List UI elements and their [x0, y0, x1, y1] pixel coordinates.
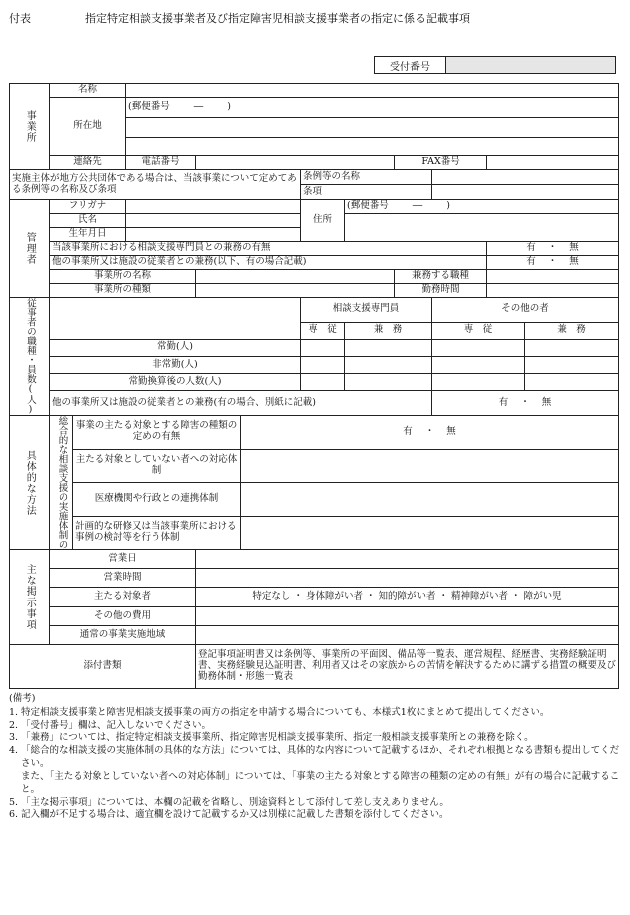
note-text: 「主な掲示事項」については、本欄の記載を省略し、別途資料として添付して差し支えありません。	[21, 796, 449, 808]
manager-position-field[interactable]	[487, 270, 619, 284]
office-postal-dash: ―	[193, 101, 204, 113]
method-inner-text: 総合的な相談支援の実施体制の	[56, 416, 68, 549]
note-number: 4.	[9, 745, 19, 757]
manager-postal-dash: ―	[412, 200, 423, 212]
note-item	[9, 771, 621, 797]
staff-fulltime-label: 常勤(人)	[50, 339, 301, 356]
choice-yes[interactable]: 有	[526, 256, 536, 268]
staff-cell[interactable]	[525, 374, 619, 391]
staff-cell[interactable]	[525, 356, 619, 373]
office-section-text: 事業所	[24, 110, 36, 143]
staff-cell[interactable]	[432, 339, 525, 356]
staff-cell[interactable]	[525, 339, 619, 356]
note-number	[9, 771, 21, 797]
choice-no[interactable]: 無	[541, 396, 552, 408]
items-target-choices[interactable]: 特定なし ・ 身体障がい者 ・ 知的障がい者 ・ 精神障がい者 ・ 障がい児	[196, 588, 619, 607]
items-target-label: 主たる対象者	[50, 588, 196, 607]
ordinance-name-label: 条例等の名称	[301, 170, 432, 185]
note-text: 「受付番号」欄は、記入しないでください。	[21, 719, 212, 731]
staff-converted-label: 常勤換算後の人数(人)	[50, 374, 301, 391]
manager-hours-label: 勤務時間	[395, 284, 487, 298]
method-row4-field[interactable]	[241, 516, 619, 550]
attachments-list: 登記事項証明書又は条例等、事業所の平面図、備品等一覧表、運営規程、経歴書、実務経験証明書、実務経験見込証明書、利用者又はその家族からの苦情を解決するために講ずる措置の概要及び勤務体制・形態一覧表	[196, 645, 619, 689]
note-text: 「兼務」については、指定特定相談支援事業所、指定障害児相談支援事業所、指定一般相談支援事業所との兼務を除く。	[21, 732, 534, 744]
staff-cell[interactable]	[432, 374, 525, 391]
office-fax-label: FAX番号	[395, 156, 487, 170]
method-row3-label: 医療機関や行政との連携体制	[73, 483, 241, 517]
staff-specialist-concurrent-header: 兼 務	[345, 322, 432, 339]
items-section-text: 主な掲示事項	[24, 564, 36, 630]
office-address-line2[interactable]	[126, 138, 619, 156]
office-phone-field[interactable]	[196, 156, 395, 170]
manager-hours-field[interactable]	[487, 284, 619, 298]
manager-section-text: 管理者	[24, 232, 36, 265]
staff-other-concurrent-choice[interactable]	[432, 391, 619, 416]
staff-parttime-label: 非常勤(人)	[50, 356, 301, 373]
note-text: 記入欄が不足する場合は、適宜欄を設けて記載するか又は別様に記載した書類を添付してください。	[21, 809, 449, 821]
staff-section-text: 従事者の職種・員数(人)	[24, 298, 36, 415]
note-item	[9, 720, 621, 733]
manager-concurrent-other-label: 他の事業所又は施設の従業者との兼務(以下、有の場合記載)	[50, 256, 487, 270]
note-number: 6.	[9, 809, 19, 821]
note-item	[9, 809, 621, 822]
manager-postal-label: (郵便番号	[347, 200, 389, 212]
manager-concurrent-specialist-label: 当該事業所における相談支援専門員との兼務の有無	[50, 242, 487, 256]
ordinance-clause-field[interactable]	[432, 185, 619, 200]
items-business-days-label: 営業日	[50, 550, 196, 569]
ordinance-name-field[interactable]	[432, 170, 619, 185]
items-section-label	[10, 550, 50, 645]
note-item	[9, 707, 621, 720]
note-number: 1.	[9, 706, 19, 718]
choice-yes[interactable]: 有	[498, 396, 509, 408]
staff-cell[interactable]	[345, 374, 432, 391]
manager-postal-field[interactable]	[345, 200, 619, 214]
manager-concurrent-other-choice[interactable]	[487, 256, 619, 270]
manager-dob-label: 生年月日	[50, 228, 126, 242]
staff-other-concurrent-label: 他の事業所又は施設の従業者との兼務(有の場合、別紙に記載)	[50, 391, 432, 416]
staff-section-label	[10, 298, 50, 416]
office-postal-field[interactable]	[126, 98, 619, 118]
office-postal-label: (郵便番号	[128, 101, 170, 113]
staff-cell[interactable]	[301, 356, 345, 373]
note-number: 2.	[9, 719, 19, 731]
office-phone-label: 電話番号	[126, 156, 196, 170]
manager-office-name-field[interactable]	[196, 270, 395, 284]
note-text: 特定相談支援事業と障害児相談支援事業の両方の指定を申請する場合についても、本様式1枚にまとめて提出してください。	[21, 706, 550, 718]
choice-dot: ・	[547, 256, 558, 268]
main-form-table	[9, 83, 619, 689]
items-other-costs-field[interactable]	[196, 607, 619, 626]
choice-no[interactable]: 無	[569, 242, 579, 254]
items-area-field[interactable]	[196, 626, 619, 645]
items-business-hours-field[interactable]	[196, 569, 619, 588]
method-row2-field[interactable]	[241, 449, 619, 483]
items-other-costs-label: その他の費用	[50, 607, 196, 626]
notes-section	[9, 693, 621, 822]
choice-yes[interactable]: 有	[403, 425, 413, 437]
note-text: また、「主たる対象としていない者への対応体制」については、「事業の主たる対象とする障害の種類の定めの有無」が有の場合に記載すること。	[21, 770, 620, 795]
manager-name-field[interactable]	[126, 214, 301, 228]
manager-dob-field[interactable]	[126, 228, 301, 242]
ordinance-clause-label: 条項	[301, 185, 432, 200]
manager-postal-close: )	[446, 200, 450, 212]
staff-cell[interactable]	[345, 339, 432, 356]
form-label: 付表	[9, 12, 31, 25]
staff-cell[interactable]	[301, 339, 345, 356]
method-outer-label	[10, 416, 50, 550]
note-number: 3.	[9, 732, 19, 744]
receipt-number-field[interactable]	[446, 57, 616, 74]
choice-yes[interactable]: 有	[526, 242, 536, 254]
office-section-label	[10, 84, 50, 170]
method-inner-label	[50, 416, 73, 550]
note-text: 「総合的な相談支援の実施体制の具体的な方法」については、具体的な内容について記載するほか、それぞれ根拠となる書類も提出してください。	[21, 745, 620, 770]
notes-heading: (備考)	[9, 693, 36, 704]
staff-other-full-header: 専 従	[432, 322, 525, 339]
ordinance-description: 実施主体が地方公共団体である場合は、当該事業について定めてある条例等の名称及び条項	[10, 170, 301, 200]
staff-cell[interactable]	[345, 356, 432, 373]
note-item	[9, 797, 621, 810]
manager-name-label: 氏名	[50, 214, 126, 228]
method-outer-text: 具体的な方法	[24, 449, 36, 516]
manager-section-label	[10, 200, 50, 298]
staff-cell[interactable]	[301, 374, 345, 391]
method-row2-label: 主たる対象としていない者への対応体制	[73, 449, 241, 483]
receipt-number-box	[374, 56, 616, 74]
office-contact-label: 連絡先	[50, 156, 126, 170]
choice-no[interactable]: 無	[446, 425, 456, 437]
note-number: 5.	[9, 796, 19, 808]
manager-furigana-label: フリガナ	[50, 200, 126, 214]
items-area-label: 通常の事業実施地域	[50, 626, 196, 645]
manager-office-type-label: 事業所の種類	[50, 284, 196, 298]
choice-dot: ・	[520, 396, 530, 408]
choice-dot: ・	[424, 425, 435, 437]
receipt-number-label: 受付番号	[375, 57, 446, 74]
office-fax-field[interactable]	[487, 156, 619, 170]
note-item	[9, 732, 621, 745]
staff-specialist-header: 相談支援専門員	[301, 298, 432, 323]
office-name-label: 名称	[50, 84, 126, 98]
manager-office-name-label: 事業所の名称	[50, 270, 196, 284]
method-row1-label: 事業の主たる対象とする障害の種類の定めの有無	[73, 416, 241, 450]
form-title: 指定特定相談支援事業者及び指定障害児相談支援事業者の指定に係る記載事項	[85, 12, 470, 25]
manager-address-label: 住所	[301, 200, 345, 242]
manager-office-type-field[interactable]	[196, 284, 395, 298]
staff-other-concurrent-header: 兼 務	[525, 322, 619, 339]
choice-dot: ・	[547, 242, 558, 254]
manager-concurrent-specialist-choice[interactable]	[487, 242, 619, 256]
attachments-label: 添付書類	[10, 645, 196, 689]
staff-specialist-full-header: 専 従	[301, 322, 345, 339]
note-item	[9, 745, 621, 771]
office-address-line1[interactable]	[126, 118, 619, 138]
office-address-label: 所在地	[50, 98, 126, 156]
choice-no[interactable]: 無	[569, 256, 579, 268]
staff-cell[interactable]	[432, 356, 525, 373]
items-business-hours-label: 営業時間	[50, 569, 196, 588]
manager-furigana-field[interactable]	[126, 200, 301, 214]
manager-position-label: 兼務する職種	[395, 270, 487, 284]
staff-other-header: その他の者	[432, 298, 619, 323]
office-name-field[interactable]	[126, 84, 619, 98]
method-row4-label: 計画的な研修又は当該事業所における事例の検討等を行う体制	[73, 516, 241, 550]
method-row1-choice[interactable]	[241, 416, 619, 450]
office-postal-close: )	[227, 101, 231, 113]
staff-header-blank	[50, 298, 301, 340]
method-row3-field[interactable]	[241, 483, 619, 517]
manager-address-field[interactable]	[345, 214, 619, 242]
items-business-days-field[interactable]	[196, 550, 619, 569]
